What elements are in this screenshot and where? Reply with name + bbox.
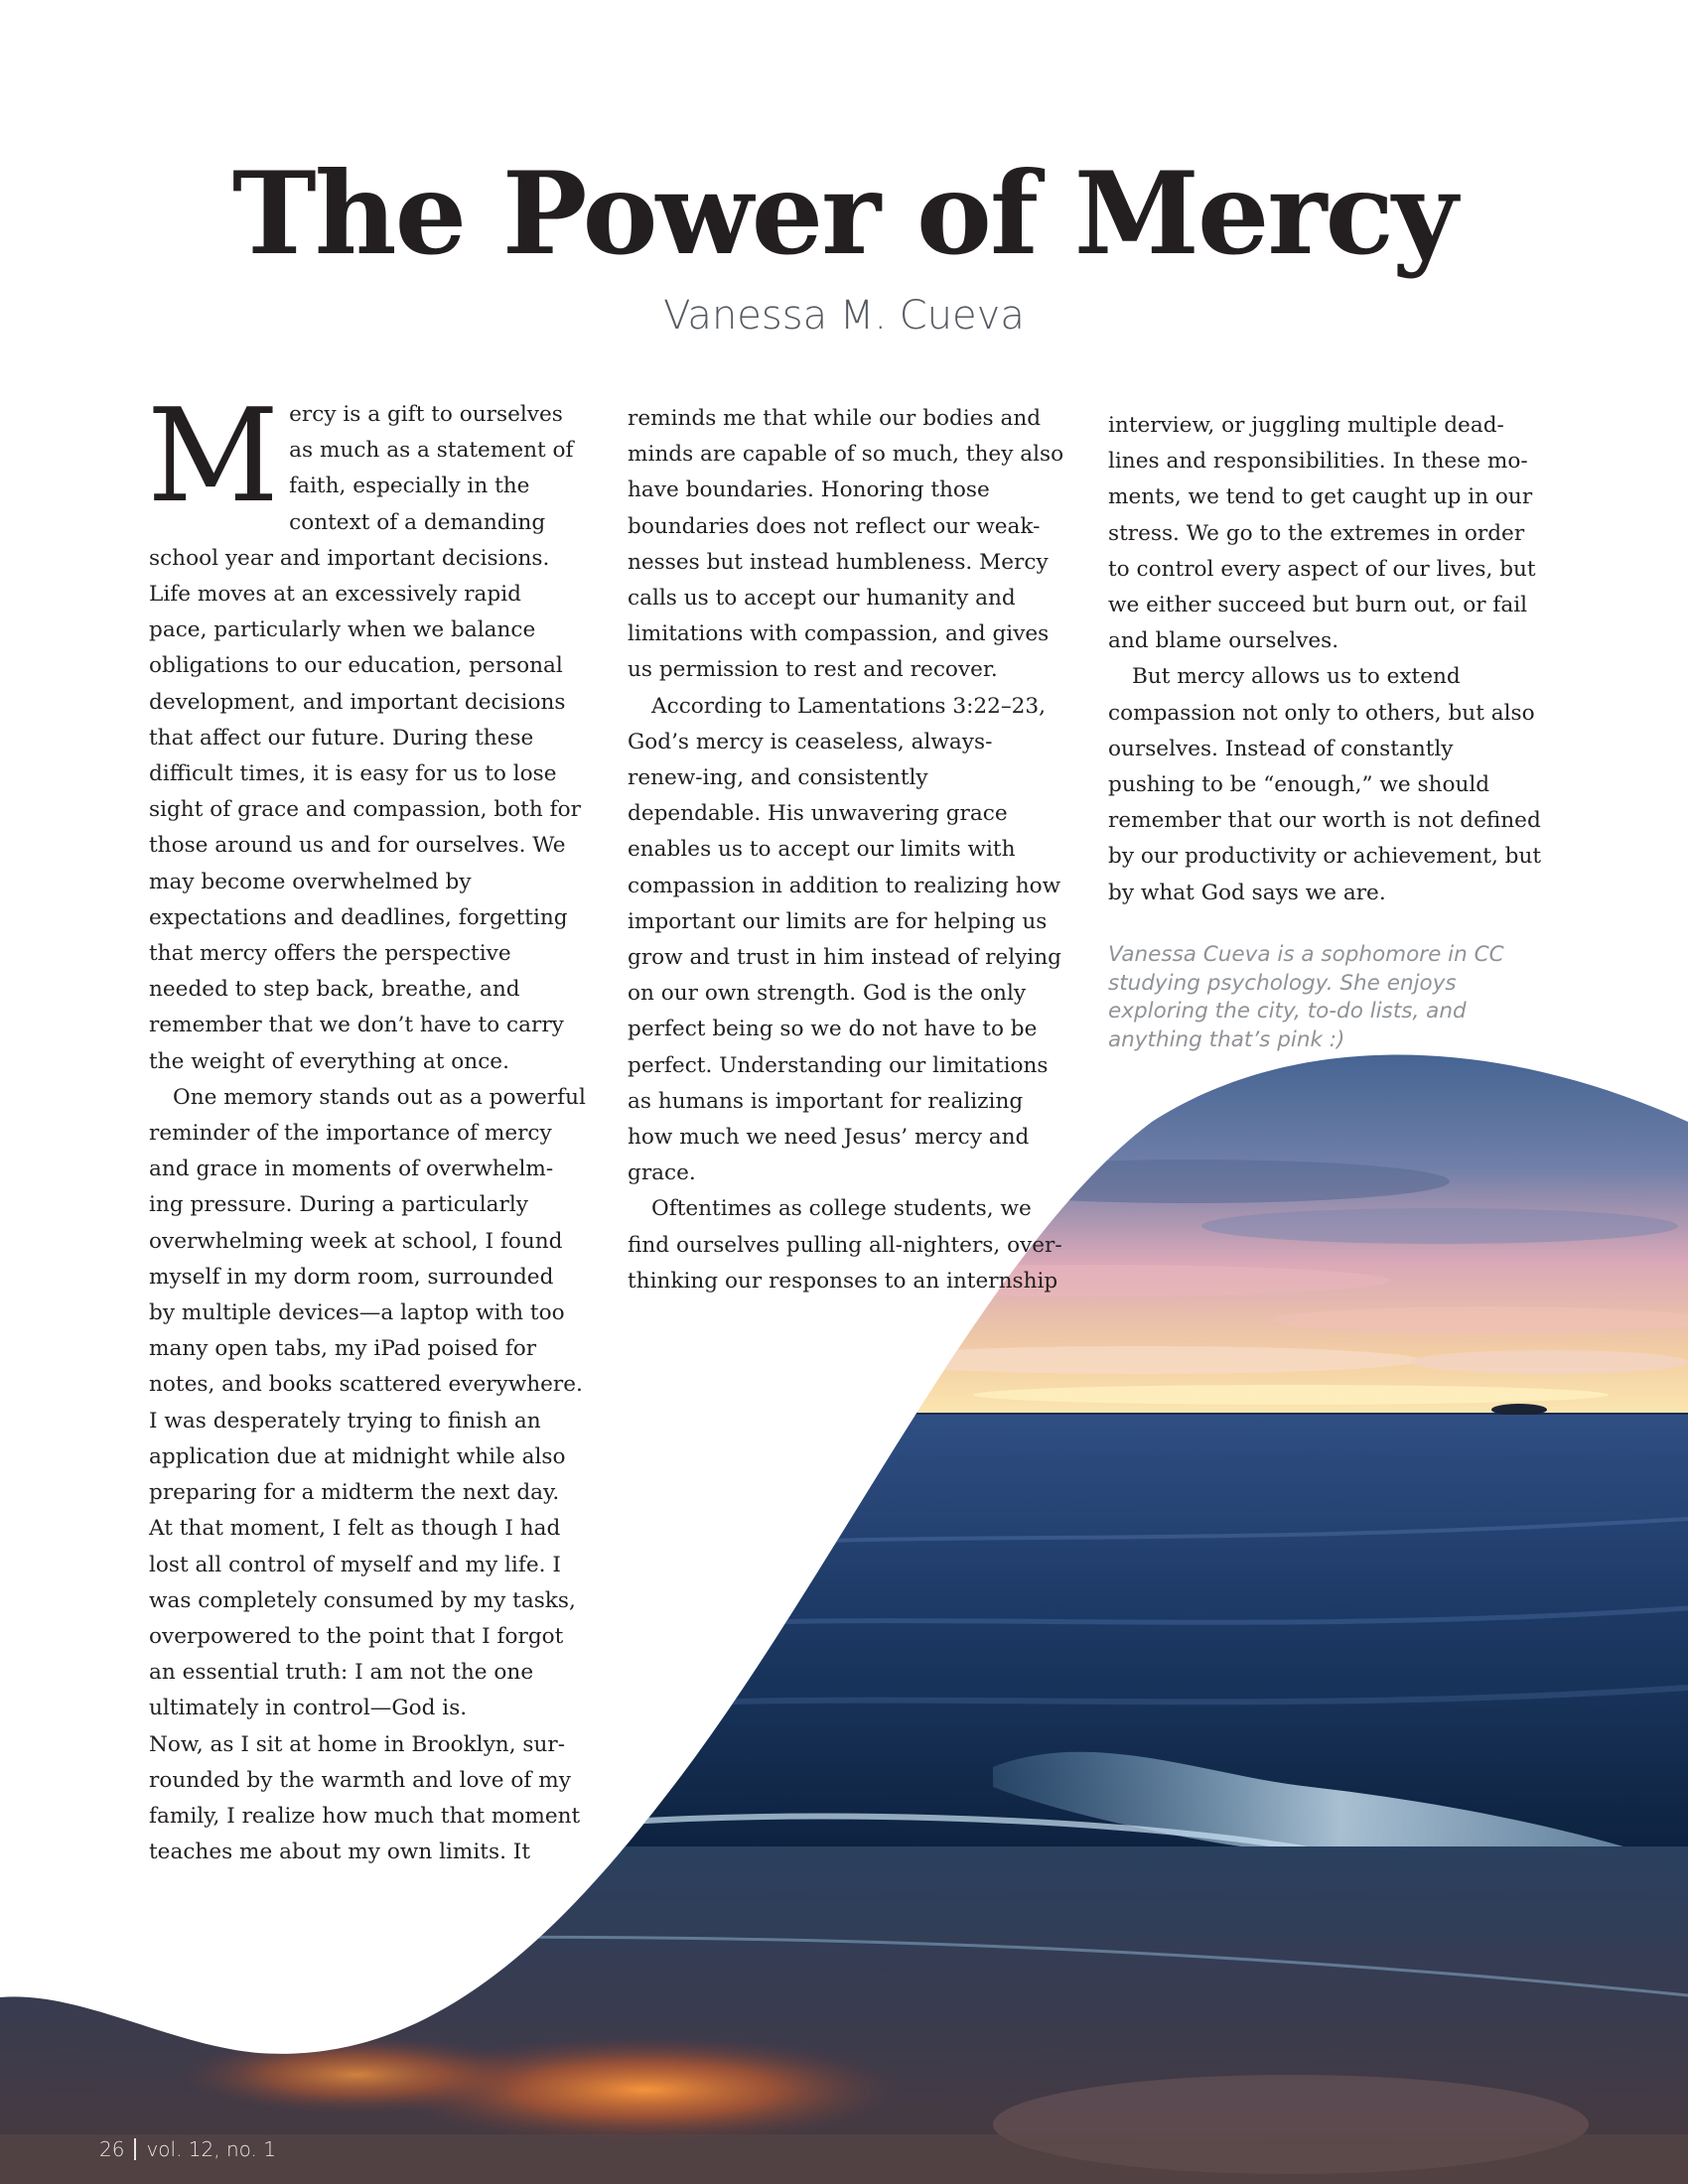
article-paragraph: [147, 380, 586, 1080]
article-paragraph: One memory stands out as a powerful reminder of the importance of mercy and grace in moments of overwhelm-ing pressure. During a particularly overwhelming week at school, I found myself in my dorm room, surrounded by multiple devices—a laptop with too many open tabs, my iPad poised for notes, and books scattered everywhere. I was desperately trying to finish an application due at midnight while also preparing for a midterm the next day. At that moment, I felt as though I had lost all control of myself and my life. I was completely consumed by my tasks, overpowered to the point that I forgot an essential truth: I am not the one ultimately in control—God is.: [149, 1084, 586, 1721]
author-bio: Vanessa Cueva is a sophomore in CC studying psychology. She enjoys exploring the city, to-do lists, and anything that’s pink :): [1108, 942, 1504, 1052]
issue-label: vol. 12, no. 1: [146, 2137, 276, 2161]
article-column-3: [1108, 408, 1545, 911]
article-paragraph: reminds me that while our bodies and minds are capable of so much, they also have boundaries. Honoring those boundaries does not reflect our weak-nesses but instead humbleness. Mercy calls us to accept our humanity and limitations with compassion, and gives us permission to rest and recover.: [628, 406, 1064, 683]
paragraph-text: ercy is a gift to ourselves as much as a statement of faith, especially in the context of a demanding school year and important decisions. Life moves at an excessively rapid pace, particularly when we balance obligations to our education, personal development, and important decisions that affect our future. During these difficult times, it is easy for us to lose sight of grace and compassion, both for those around us and for ourselves. We may become overwhelmed by expectations and deadlines, forgetting that mercy offers the perspective needed to step back, breathe, and remember that we don’t have to carry the weight of everything at once.: [149, 402, 581, 1074]
article-paragraph: Now, as I sit at home in Brooklyn, sur-rounded by the warmth and love of my family, I realize how much that moment teaches me about my own limits. It: [149, 1731, 581, 1865]
footer-divider: [134, 2138, 136, 2160]
article-paragraph: interview, or juggling multiple dead-lines and responsibilities. In these mo-ments, we tend to get caught up in our stress. We go to the extremes in order to control every aspect of our lives, but we either succeed but burn out, or fail and blame ourselves.: [1108, 413, 1536, 654]
page-footer: [99, 2137, 276, 2161]
author-byline: Vanessa M. Cueva: [663, 293, 1025, 339]
page-number: 26: [99, 2137, 125, 2161]
drop-cap: M: [147, 380, 280, 531]
article-column-1: [147, 380, 586, 1870]
article-paragraph: Oftentimes as college students, we find ourselves pulling all-nighters, over-thinking our responses to an internship: [628, 1196, 1062, 1294]
article-paragraph: According to Lamentations 3:22–23, God’s mercy is ceaseless, always-renew-ing, and consistently dependable. His unwavering grace enables us to accept our limits with compassion in addition to realizing how important our limits are for helping us grow and trust in him instead of relying on our own strength. God is the only perfect being so we do not have to be perfect. Understanding our limitations as humans is important for realizing how much we need Jesus’ mercy and grace.: [628, 693, 1061, 1186]
article-title: The Power of Mercy: [231, 147, 1457, 280]
article-column-2: [628, 401, 1064, 1299]
article-paragraph: But mercy allows us to extend compassion not only to others, but also ourselves. Instead of constantly pushing to be “enough,” we should remember that our worth is not defined by our productivity or achievement, but by what God says we are.: [1108, 664, 1542, 905]
